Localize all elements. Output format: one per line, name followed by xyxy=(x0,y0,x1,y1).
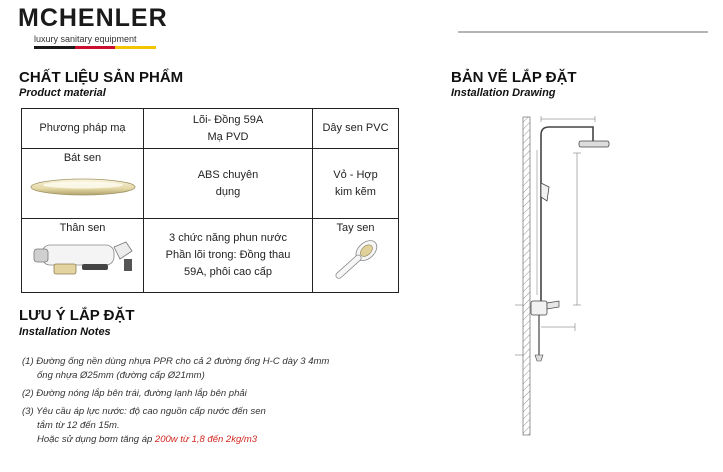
mixer-body-image xyxy=(28,237,138,277)
cell-hose: Dây sen PVC xyxy=(313,109,399,149)
drawing-subtitle: Installation Drawing xyxy=(451,87,556,99)
flag-stripe-yellow xyxy=(115,46,156,49)
flag-stripe-red xyxy=(75,46,116,49)
note-3-line-2: tắm từ 12 đến 15m. xyxy=(37,420,120,431)
cell-shower-head: Bát sen xyxy=(22,149,144,219)
hand-shower-image xyxy=(326,237,386,283)
wall-section xyxy=(523,117,530,435)
table-row xyxy=(22,149,399,219)
note-2 xyxy=(22,387,329,401)
note-2-text: (2) Đường nóng lắp bên trái, đường lạnh lắp bên phải xyxy=(22,388,247,399)
note-3-line-3 xyxy=(22,433,329,447)
overhead-shower xyxy=(579,141,609,147)
cell-head-material: ABS chuyên dụng xyxy=(144,149,313,219)
cell-core-material: Lõi- Đồng 59A Mạ PVD xyxy=(144,109,313,149)
material-title: CHẤT LIỆU SẢN PHẨM xyxy=(19,69,184,86)
note-3 xyxy=(22,405,329,447)
notes-subtitle: Installation Notes xyxy=(19,326,111,338)
hand-shower-holder xyxy=(541,183,549,201)
shower-head-image xyxy=(29,175,137,199)
cell-plating-method: Phương pháp mạ xyxy=(22,109,144,149)
flag-stripe-black xyxy=(34,46,75,49)
note-1 xyxy=(22,355,329,383)
mixer-valve xyxy=(531,301,547,315)
brand-logo: MCHENLER xyxy=(18,4,168,32)
note-3-pump-spec: 200w từ 1,8 đến 2kg/m3 xyxy=(154,434,258,445)
table-row xyxy=(22,219,399,293)
note-3-line-1: (3) Yêu cầu áp lực nước: độ cao nguồn cấp nước đến sen xyxy=(22,406,266,417)
brand-tagline: luxury sanitary equipment xyxy=(34,34,137,44)
note-3-pump-text: Hoặc sử dụng bơm tăng áp xyxy=(37,434,155,445)
cell-body: Thân sen xyxy=(22,219,144,293)
table-row xyxy=(22,109,399,149)
note-1-line-1: (1) Đường ống nền dùng nhựa PPR cho cả 2 đường ống H-C dày 3 4mm xyxy=(22,356,330,367)
material-subtitle: Product material xyxy=(19,87,106,99)
cell-hand-shower: Tay sen xyxy=(313,219,399,293)
installation-notes xyxy=(22,355,329,451)
drawing-title: BẢN VẼ LẮP ĐẶT xyxy=(451,69,577,86)
notes-title: LƯU Ý LẮP ĐẶT xyxy=(19,307,135,324)
cell-shell: Vỏ - Hợp kim kẽm xyxy=(313,149,399,219)
shower-arm xyxy=(541,127,593,141)
installation-drawing xyxy=(455,105,625,440)
material-table xyxy=(21,108,399,293)
cell-body-material: 3 chức năng phun nước Phần lõi trong: Đồng thau 59A, phôi cao cấp xyxy=(144,219,313,293)
header-divider xyxy=(458,31,708,33)
note-1-line-2: ống nhựa Ø25mm (đường cấp Ø21mm) xyxy=(37,370,205,381)
flag-bar xyxy=(34,46,156,49)
